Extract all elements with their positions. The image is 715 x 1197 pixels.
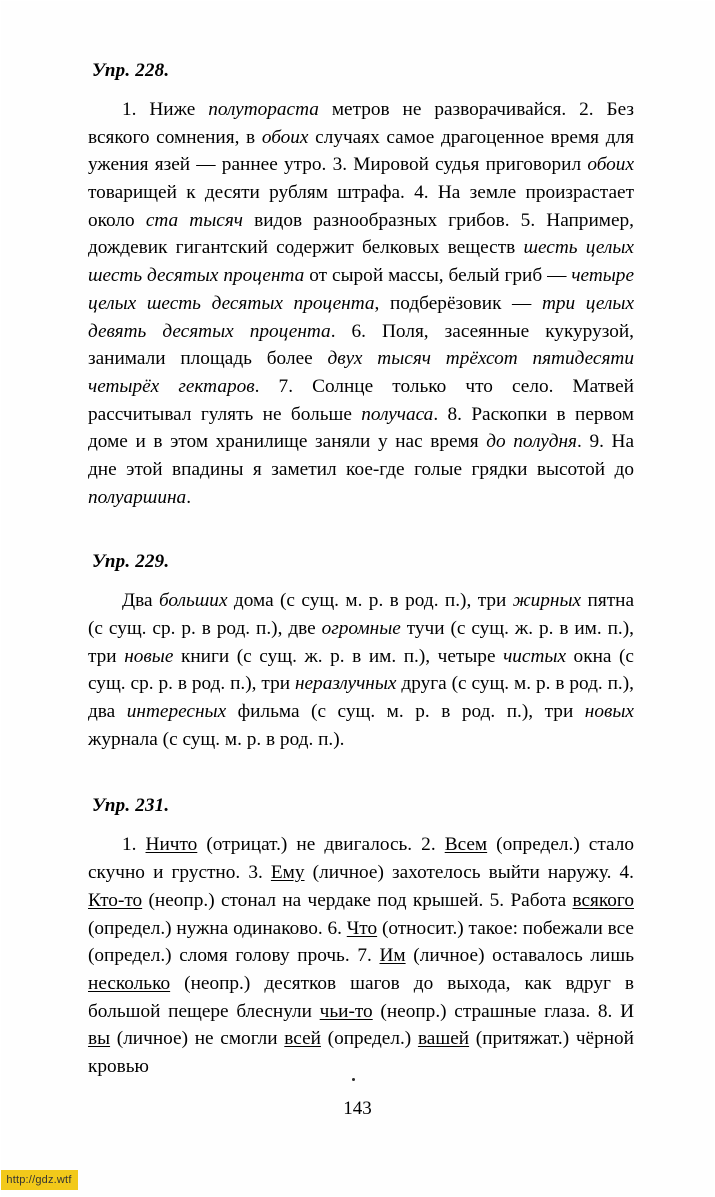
page-number: 143 xyxy=(343,1098,372,1119)
page-dot-mark xyxy=(352,1078,355,1081)
exercise-body: 1. Ниже полутораста метров не разворачивайся. 2. Без всякого сомнения, в обоих случаях самое драгоценное время для ужения язей — раннее утро. 3. Мировой судья приговорил обоих товарищей к десяти рублям штрафа. 4. На земле произрастает около ста тысяч видов разнообразных грибов. 5. Например, дождевик гигантский содержит белковых веществ шесть целых шесть десятых процента от сырой массы, белый гриб — четыре целых шесть десятых процента, подберёзовик — три целых девять десятых процента. 6. Поля, засеянные кукурузой, занимали площадь более двух тысяч трёхсот пятидесяти четырёх гектаров. 7. Солнце только что село. Матвей рассчитывал гулять не больше получаса. 8. Раскопки в первом доме и в этом хранилище заняли у нас время до полудня. 9. На дне этой впадины я заметил кое-где голые грядки высотой до полуаршина. xyxy=(88,99,635,508)
exercise-title: Упр. 229. xyxy=(92,551,170,573)
page-content xyxy=(88,60,634,1081)
exercise-title: Упр. 231. xyxy=(92,795,170,817)
exercise-231 xyxy=(88,795,634,1080)
exercise-229 xyxy=(88,551,634,753)
exercise-body: 1. Ничто (отрицат.) не двигалось. 2. Всем (определ.) стало скучно и грустно. 3. Ему (личное) захотелось выйти наружу. 4. Кто-то (неопр.) стонал на чердаке под крышей. 5. Работа всякого (определ.) нужна одинаково. 6. Что (относит.) такое: побежали все (определ.) сломя голову прочь. 7. Им (личное) оставалось лишь несколько (неопр.) десятков шагов до выхода, как вдруг в большой пещере блеснули чьи-то (неопр.) страшные глаза. 8. И вы (личное) не смогли всей (определ.) вашей (притяжат.) чёрной кровью xyxy=(88,834,635,1077)
exercise-title: Упр. 228. xyxy=(92,60,170,81)
exercise-228 xyxy=(88,60,634,511)
exercise-body: Два больших дома (с сущ. м. р. в род. п.), три жирных пятна (с сущ. ср. р. в род. п.), две огромные тучи (с сущ. ж. р. в им. п.), три новые книги (с сущ. ж. р. в им. п.), четыре чистых окна (с сущ. ср. р. в род. п.), три неразлучных друга (с сущ. м. р. в род. п.), два интересных фильма (с сущ. м. р. в род. п.), три новых журнала (с сущ. м. р. в род. п.). xyxy=(88,590,635,750)
watermark-label: http://gdz.wtf xyxy=(0,1170,78,1190)
